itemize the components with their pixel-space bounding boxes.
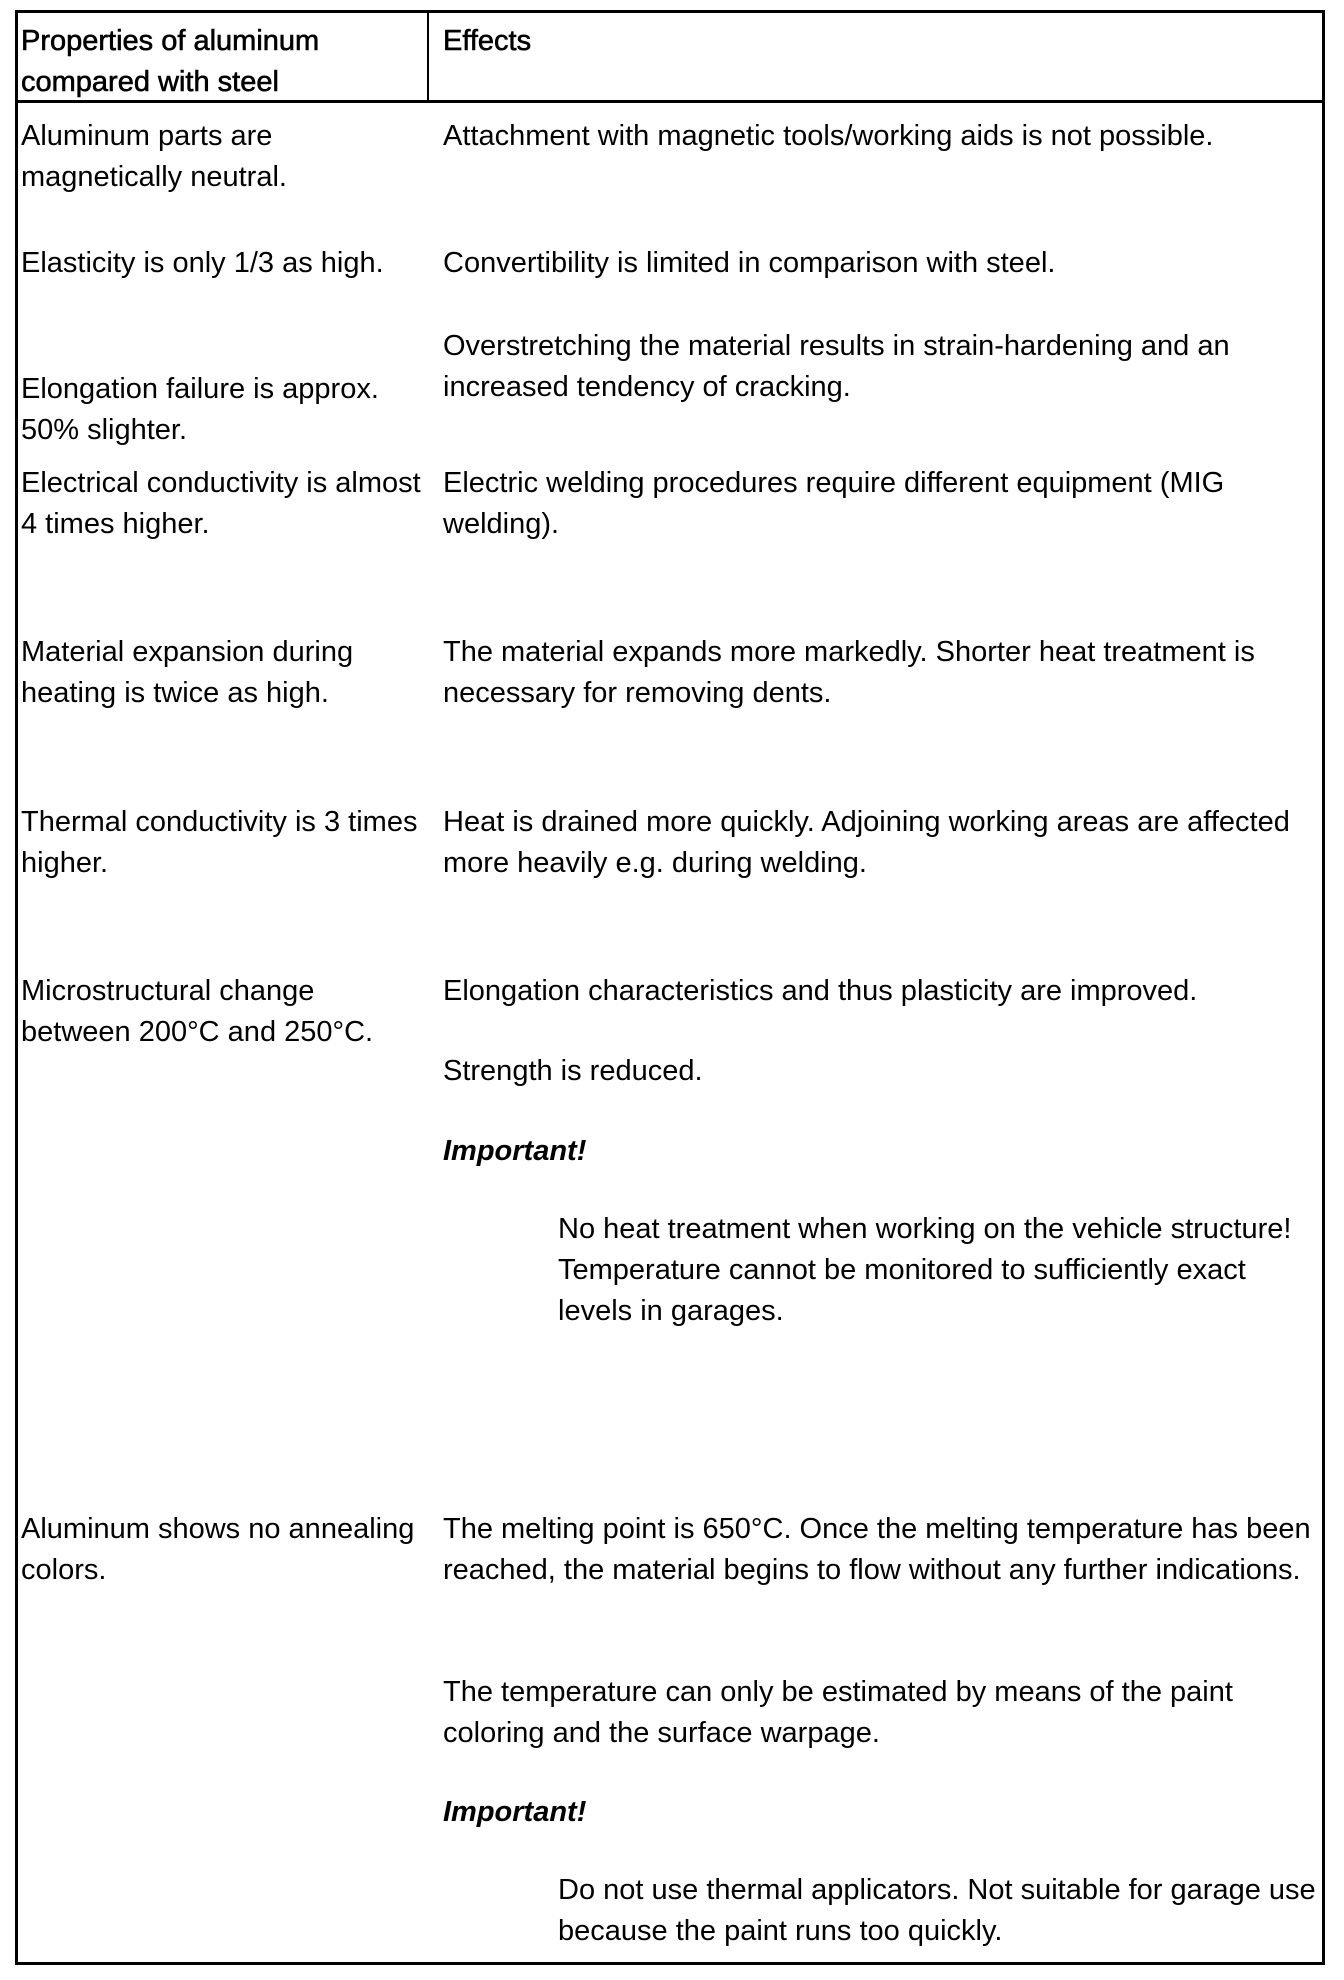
- row-8-important-note: Do not use thermal applicators. Not suitable for garage use because the paint runs too quickly.: [558, 1874, 1316, 1947]
- row-8-important-label: Important!: [443, 1796, 587, 1828]
- row-8-effect-2: The temperature can only be estimated by means of the paint coloring and the surface warpage.: [443, 1676, 1233, 1749]
- row-7-important-label: Important!: [443, 1135, 587, 1167]
- row-7-effect-1: Elongation characteristics and thus plasticity are improved.: [443, 975, 1198, 1007]
- row-7-important-note: No heat treatment when working on the vehicle structure! Temperature cannot be monitored to sufficiently exact levels in garages.: [558, 1213, 1292, 1327]
- header-column-divider: [427, 13, 429, 103]
- table-header-row: [18, 13, 1322, 103]
- row-1-effect-1: Attachment with magnetic tools/working aids is not possible.: [443, 120, 1214, 152]
- header-property: Properties of aluminum compared with steel: [21, 25, 320, 98]
- row-4-property: Electrical conductivity is almost 4 times higher.: [21, 467, 421, 540]
- header-effects: Effects: [443, 25, 532, 57]
- row-2-effect-1: Convertibility is limited in comparison with steel.: [443, 247, 1056, 279]
- row-3-property: Elongation failure is approx. 50% slighter.: [21, 373, 379, 446]
- row-6-effect-1: Heat is drained more quickly. Adjoining working areas are affected more heavily e.g. during welding.: [443, 806, 1290, 879]
- row-1-property: Aluminum parts are magnetically neutral.: [21, 120, 287, 193]
- row-8-effect-1: The melting point is 650°C. Once the melting temperature has been reached, the material begins to flow without any further indications.: [443, 1513, 1311, 1586]
- row-7-property: Microstructural change between 200°C and 250°C.: [21, 975, 374, 1048]
- row-5-effect-1: The material expands more markedly. Shorter heat treatment is necessary for removing dents.: [443, 636, 1255, 709]
- row-5-property: Material expansion during heating is twice as high.: [21, 636, 354, 709]
- row-7-effect-2: Strength is reduced.: [443, 1055, 703, 1087]
- row-2-property: Elasticity is only 1/3 as high.: [21, 247, 384, 279]
- row-8-property: Aluminum shows no annealing colors.: [21, 1513, 415, 1586]
- row-4-effect-1: Electric welding procedures require different equipment (MIG welding).: [443, 467, 1225, 540]
- row-6-property: Thermal conductivity is 3 times higher.: [21, 806, 418, 879]
- properties-table: [15, 10, 1325, 1965]
- row-3-effect-1: Overstretching the material results in strain-hardening and an increased tendency of cracking.: [443, 330, 1230, 403]
